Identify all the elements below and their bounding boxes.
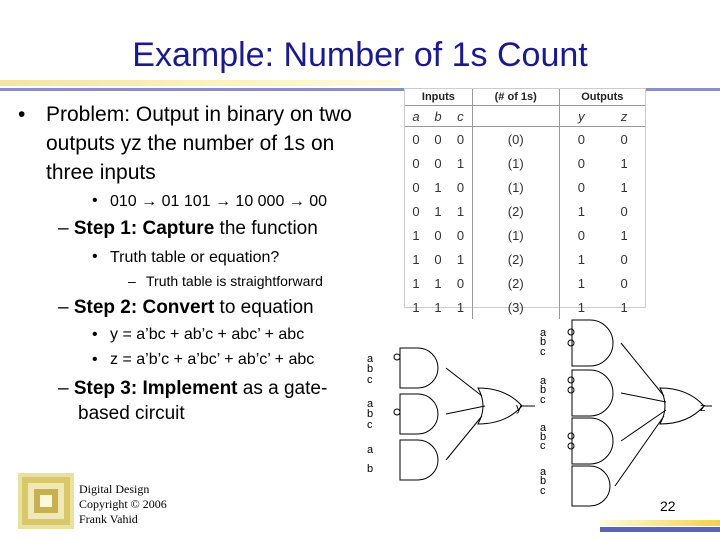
step2-rest: to equation — [214, 297, 314, 318]
table-cell: 1 — [620, 227, 628, 243]
table-cell: 1 — [456, 251, 465, 267]
input-label: c — [367, 419, 373, 431]
wire — [621, 343, 664, 396]
wire — [615, 416, 664, 486]
input-label: b — [367, 463, 374, 475]
bullet-dot: • — [18, 103, 26, 126]
and-gate — [400, 348, 438, 388]
table-cell: 1 — [412, 299, 420, 315]
equation-y: y = a’bc + ab’c + abc’ + abc — [110, 326, 305, 343]
step1-bold: Step 1: Capture — [73, 218, 215, 239]
bullet-dot: • — [92, 326, 98, 343]
wire — [621, 393, 666, 402]
table-cell: 0 — [559, 127, 603, 152]
header-count: (# of 1s) — [472, 89, 559, 106]
input-label: c — [540, 394, 546, 406]
and-gate — [400, 394, 438, 434]
wire — [446, 368, 482, 396]
table-cell: 0 — [620, 251, 628, 267]
book-logo — [18, 473, 74, 529]
table-cell: 1 — [620, 155, 628, 171]
table-cell: 0 — [620, 131, 628, 147]
and-gate — [572, 466, 610, 506]
inverter-bubble — [568, 433, 574, 439]
step3-line2: based circuit — [78, 403, 185, 424]
table-cell: 0 — [434, 251, 442, 267]
table-cell: (2) — [472, 247, 559, 271]
step2-line: – Step 2: Convert to equation — [58, 297, 314, 318]
table-cell: 1 — [412, 275, 420, 291]
input-label: c — [367, 374, 373, 386]
step1-line: – Step 1: Capture the function — [58, 218, 318, 239]
header-outputs: Outputs — [559, 89, 645, 106]
slide-title: Example: Number of 1s Count — [132, 36, 588, 74]
col-b: b — [427, 106, 449, 127]
table-cell: 0 — [434, 155, 442, 171]
table-cell: 0 — [412, 155, 420, 171]
input-label: c — [540, 346, 546, 358]
table-cell: 1 — [412, 227, 420, 243]
footer-bar — [600, 527, 720, 532]
table-cell: 0 — [620, 275, 628, 291]
examples-text: 010 → 01 101 → 10 000 → 00 — [110, 193, 328, 210]
col-c: c — [449, 106, 472, 127]
and-gate — [400, 440, 438, 480]
table-cell: 1 — [620, 179, 628, 195]
footer-line-2: Copyright © 2006 — [79, 497, 167, 511]
step2-bold: Step 2: Convert — [73, 297, 215, 318]
inverter-bubble — [394, 354, 400, 360]
problem-line-2: outputs yz the number of 1s on — [46, 132, 335, 155]
input-label: b — [540, 336, 547, 348]
table-cell: (1) — [472, 175, 559, 199]
table-cell: 0 — [559, 223, 603, 247]
footer-line-1: Digital Design — [79, 482, 150, 496]
table-cell: (2) — [472, 271, 559, 295]
table-cell: 1 — [559, 295, 603, 319]
table-cell: 0 — [456, 179, 465, 195]
input-label: c — [540, 440, 546, 452]
step1-sub: Truth table or equation? — [110, 249, 280, 266]
input-label: b — [367, 363, 374, 375]
input-label: b — [540, 384, 547, 396]
wire — [446, 406, 485, 414]
table-cell: 0 — [434, 131, 442, 147]
input-label: a — [367, 398, 374, 410]
footer-accent-bar — [600, 520, 720, 526]
input-label: b — [540, 475, 547, 487]
and-gate — [572, 418, 613, 464]
table-cell: 1 — [456, 155, 465, 171]
step1-subsub-dash: – — [128, 273, 136, 289]
output-label-z: z — [700, 402, 706, 414]
table-cell: 0 — [456, 227, 465, 243]
table-cell: (1) — [472, 223, 559, 247]
table-cell: (0) — [472, 127, 559, 152]
table-cell: (1) — [472, 151, 559, 175]
table-cell: 0 — [456, 275, 465, 291]
step1-rest: the function — [214, 218, 318, 239]
table-cell: 1 — [559, 247, 603, 271]
step1-subsub: Truth table is straightforward — [146, 273, 323, 289]
wire — [446, 416, 482, 460]
input-label: a — [540, 422, 547, 434]
input-label: b — [540, 431, 547, 443]
table-cell: 1 — [434, 179, 442, 195]
col-a: a — [405, 106, 427, 127]
table-cell: 1 — [456, 203, 465, 219]
table-cell: 0 — [412, 203, 420, 219]
table-cell: 0 — [434, 227, 442, 243]
table-cell: 1 — [620, 299, 628, 315]
bullet-dot: • — [92, 192, 98, 209]
input-label: c — [540, 485, 546, 497]
footer-line-3: Frank Vahid — [79, 512, 138, 526]
problem-line-3: three inputs — [46, 161, 156, 184]
step3-bold: Step 3: Implement — [73, 378, 238, 399]
bullet-dot: • — [92, 248, 98, 265]
or-gate-z — [660, 388, 704, 424]
inverter-bubble — [568, 340, 574, 346]
header-inputs: Inputs — [405, 89, 472, 106]
output-label-y: y — [516, 402, 522, 414]
table-cell: 1 — [434, 275, 442, 291]
table-cell: 0 — [620, 203, 628, 219]
table-cell: 1 — [559, 271, 603, 295]
inverter-bubble — [568, 329, 574, 335]
inverter-bubble — [568, 387, 574, 393]
table-cell: 0 — [412, 131, 420, 147]
and-gate — [572, 370, 613, 416]
table-cell: 1 — [559, 199, 603, 223]
input-label: a — [367, 444, 374, 456]
step3-line1: – Step 3: Implement as a gate- — [58, 378, 328, 399]
table-cell: 1 — [456, 299, 465, 315]
equation-z: z = a’b’c + a’bc’ + ab’c’ + abc — [110, 351, 315, 368]
table-cell: (3) — [472, 295, 559, 319]
table-cell: 0 — [412, 179, 420, 195]
input-label: a — [367, 353, 374, 365]
table-cell: (2) — [472, 199, 559, 223]
step3-rest-1: as a gate- — [237, 378, 328, 399]
table-cell: 0 — [559, 151, 603, 175]
table-cell: 0 — [559, 175, 603, 199]
problem-line-1: Problem: Output in binary on two — [46, 103, 352, 126]
inverter-bubble — [568, 377, 574, 383]
inverter-bubble — [568, 443, 574, 449]
table-cell: 1 — [434, 299, 442, 315]
table-cell: 1 — [434, 203, 442, 219]
col-y: y — [559, 106, 603, 127]
page-number: 22 — [660, 498, 676, 514]
input-label: a — [540, 466, 547, 478]
and-gate — [572, 320, 613, 366]
table-cell: 1 — [412, 251, 420, 267]
inverter-bubble — [394, 409, 400, 415]
bullet-dot: • — [92, 351, 98, 368]
col-z: z — [603, 106, 645, 127]
wire — [621, 410, 666, 441]
input-label: b — [367, 408, 374, 420]
table-cell: 0 — [456, 131, 465, 147]
input-label: a — [540, 327, 547, 339]
input-label: a — [540, 375, 547, 387]
